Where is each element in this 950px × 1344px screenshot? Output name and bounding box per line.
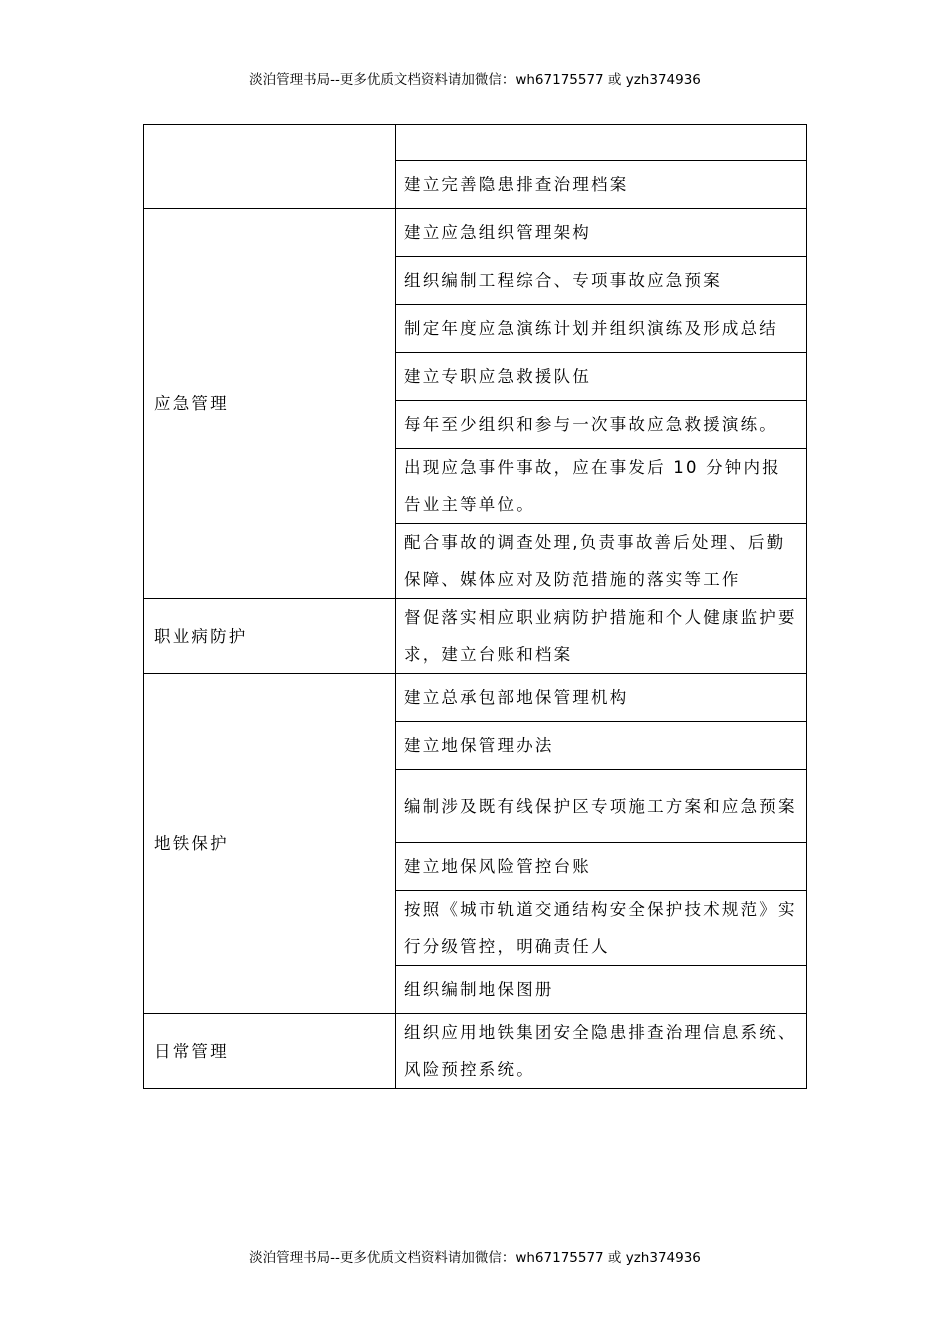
page-footer: 淡泊管理书局--更多优质文档资料请加微信：wh67175577 或 yzh374936 (249, 1250, 701, 1266)
item-cell: 制定年度应急演练计划并组织演练及形成总结 (396, 305, 807, 353)
category-cell: 职业病防护 (144, 599, 396, 674)
page-header: 淡泊管理书局--更多优质文档资料请加微信：wh67175577 或 yzh374936 (249, 72, 701, 88)
item-cell: 建立地保管理办法 (396, 722, 807, 770)
table-row (144, 209, 807, 257)
item-cell: 建立完善隐患排查治理档案 (396, 161, 807, 209)
item-cell: 组织编制工程综合、专项事故应急预案 (396, 257, 807, 305)
item-cell: 组织编制地保图册 (396, 966, 807, 1014)
item-cell: 组织应用地铁集团安全隐患排查治理信息系统、风险预控系统。 (396, 1014, 807, 1089)
item-cell: 建立地保风险管控台账 (396, 843, 807, 891)
item-cell: 建立总承包部地保管理机构 (396, 674, 807, 722)
table-row (144, 125, 807, 161)
item-cell: 建立专职应急救援队伍 (396, 353, 807, 401)
category-cell: 日常管理 (144, 1014, 396, 1089)
item-cell: 出现应急事件事故，应在事发后 10 分钟内报告业主等单位。 (396, 449, 807, 524)
category-cell (144, 125, 396, 209)
category-cell: 应急管理 (144, 209, 396, 599)
table-row (144, 599, 807, 674)
item-cell (396, 125, 807, 161)
item-cell: 编制涉及既有线保护区专项施工方案和应急预案 (396, 770, 807, 843)
table-row (144, 674, 807, 722)
responsibility-table (143, 124, 807, 1089)
item-cell: 按照《城市轨道交通结构安全保护技术规范》实行分级管控，明确责任人 (396, 891, 807, 966)
category-cell: 地铁保护 (144, 674, 396, 1014)
table-row (144, 1014, 807, 1089)
item-cell: 配合事故的调查处理,负责事故善后处理、后勤保障、媒体应对及防范措施的落实等工作 (396, 524, 807, 599)
item-cell: 每年至少组织和参与一次事故应急救援演练。 (396, 401, 807, 449)
item-cell: 建立应急组织管理架构 (396, 209, 807, 257)
item-cell: 督促落实相应职业病防护措施和个人健康监护要求，建立台账和档案 (396, 599, 807, 674)
